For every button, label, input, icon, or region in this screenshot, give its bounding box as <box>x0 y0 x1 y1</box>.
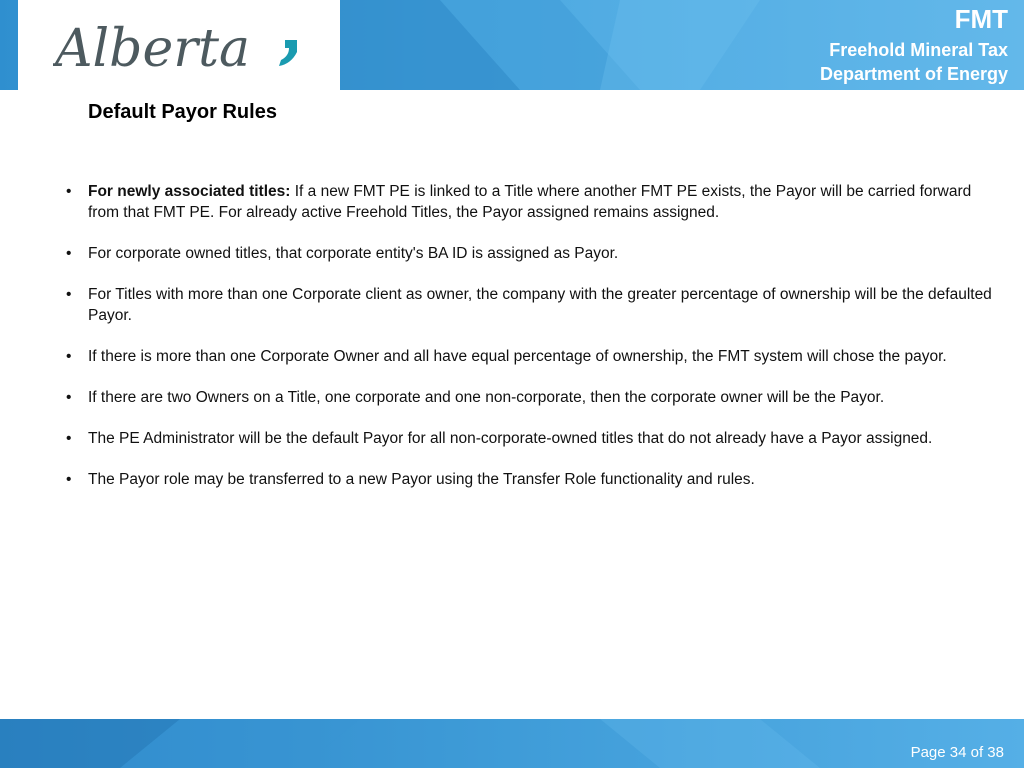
page-number: Page 34 of 38 <box>910 744 1004 761</box>
logo-container <box>18 0 340 90</box>
bullet-text: For corporate owned titles, that corporate entity's BA ID is assigned as Payor. <box>88 245 619 262</box>
slide-title: Default Payor Rules <box>88 101 277 123</box>
bullet-text: If there are two Owners on a Title, one corporate and one non-corporate, then the corporate owner will be the Payor. <box>88 389 885 406</box>
header-banner <box>0 0 1024 90</box>
bullet-list <box>66 181 996 510</box>
bullet-dot-icon: • <box>66 286 72 303</box>
bullet-dot-icon: • <box>66 430 72 447</box>
bullet-text: The Payor role may be transferred to a new Payor using the Transfer Role functionality and rules. <box>88 471 755 488</box>
bullet-item <box>66 181 996 223</box>
footer-decoration <box>0 719 1024 768</box>
bullet-text: The PE Administrator will be the default Payor for all non-corporate-owned titles that do not already have a Payor assigned. <box>88 430 933 447</box>
logo-text: Alberta <box>55 19 250 79</box>
bullet-text: If a new FMT PE is linked to a Title where another FMT PE exists, the Payor will be carried forward from that FMT PE. For already active Freehold Titles, the Payor assigned remains assigned. <box>88 183 972 221</box>
bullet-bold-text: For newly associated titles: <box>88 183 291 200</box>
bullet-item <box>66 387 996 408</box>
alberta-logo <box>53 8 303 80</box>
bullet-item <box>66 243 996 264</box>
header-text-block <box>820 4 1008 86</box>
bullet-dot-icon: • <box>66 389 72 406</box>
header-subtitle-line2: Department of Energy <box>819 64 1008 84</box>
bullet-item <box>66 346 996 367</box>
header-abbrev: FMT <box>954 4 1008 34</box>
bullet-dot-icon: • <box>66 183 72 200</box>
bullet-dot-icon: • <box>66 348 72 365</box>
bullet-dot-icon: • <box>66 471 72 488</box>
bullet-item <box>66 284 996 326</box>
logo-accent-icon <box>279 40 297 66</box>
bullet-item <box>66 469 996 490</box>
footer-banner <box>0 719 1024 768</box>
header-subtitle-line1: Freehold Mineral Tax <box>829 40 1008 60</box>
bullet-dot-icon: • <box>66 245 72 262</box>
bullet-text: If there is more than one Corporate Owner and all have equal percentage of ownership, the FMT system will chose the payor. <box>88 348 947 365</box>
bullet-item <box>66 428 996 449</box>
bullet-text: For Titles with more than one Corporate client as owner, the company with the greater percentage of ownership will be the defaulted Payor. <box>88 286 992 324</box>
